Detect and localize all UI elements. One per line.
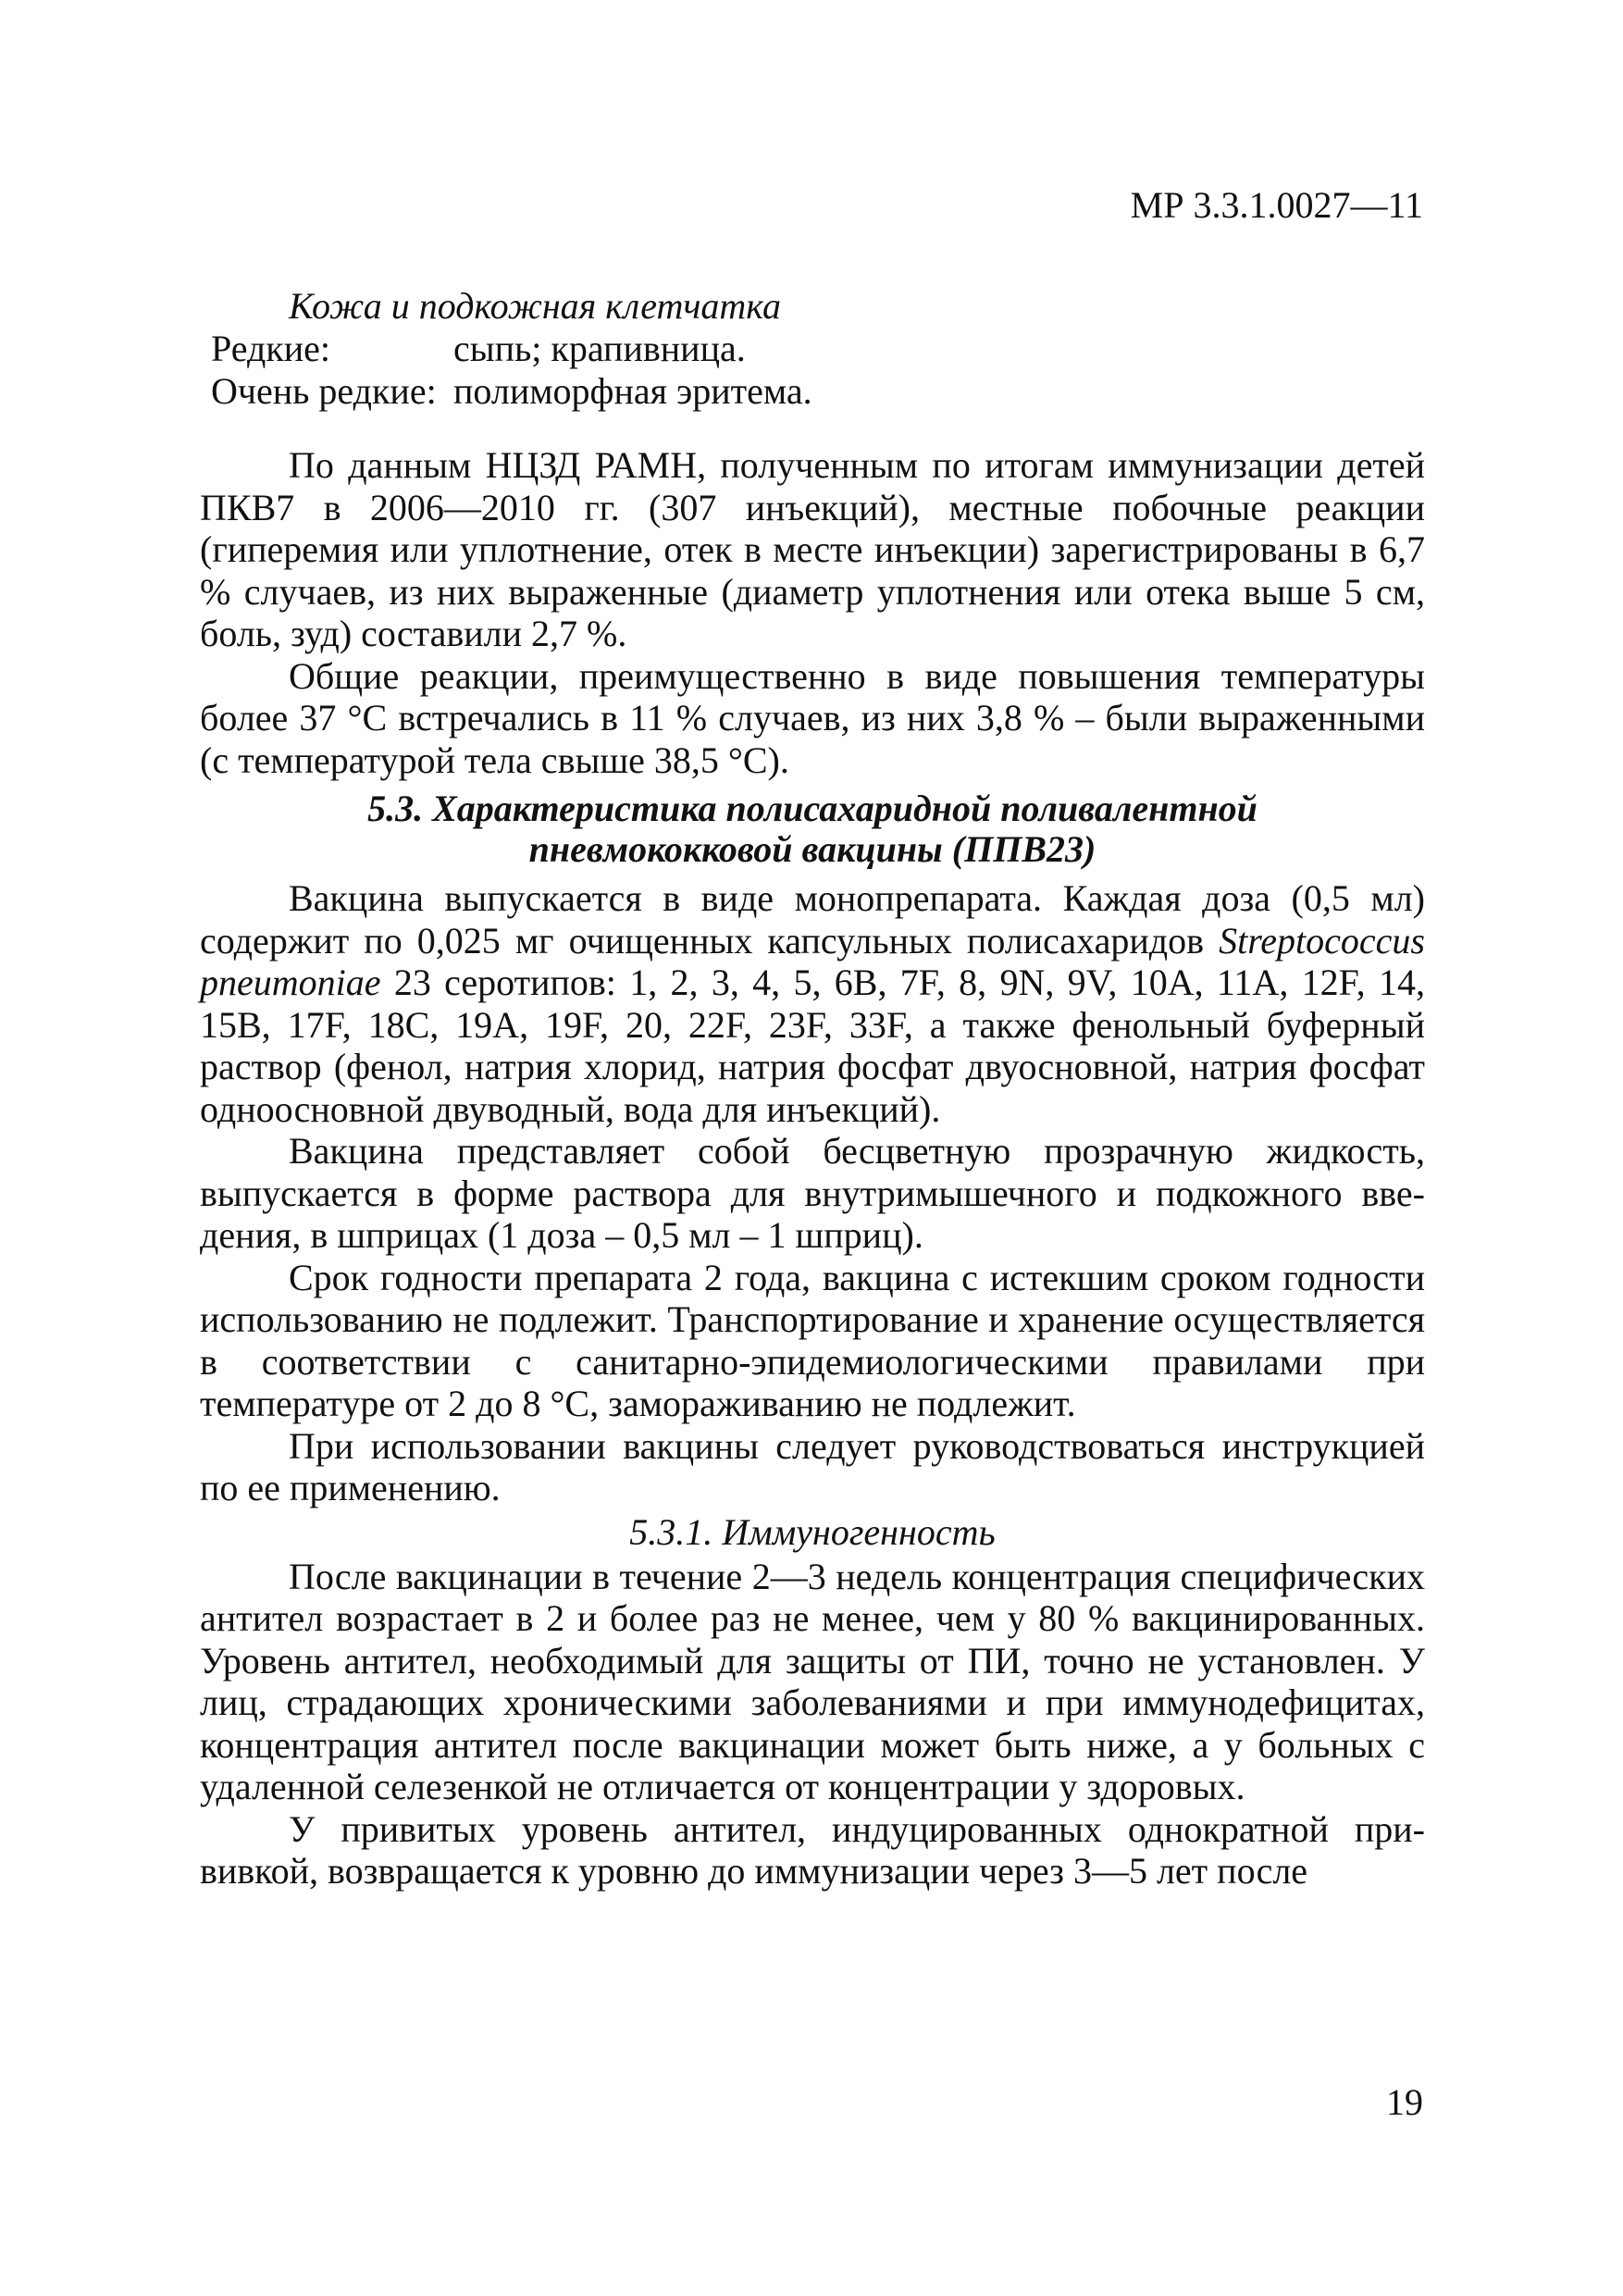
species-name: Streptococcus pneumoniae [200, 919, 1425, 1003]
paragraph-antibody-duration: У привитых уровень антител, индуцированных однократной прививкой, возвращается к уровню до иммунизации через 3—5 лет после [200, 1807, 1425, 1892]
page-number: 19 [1386, 2081, 1423, 2123]
frequency-row-rare [211, 328, 812, 370]
spacer [200, 870, 1425, 877]
paragraph-shelf-life: Срок годности препарата 2 года, вакцина с истекшим сроком годности использованию не подлежит. Транспортирование и хранение осуществляется в соответствии с санитарно-эпидемиологическими правилами при температуре от 2 до 8 °С, замораживанию не подлежит. [200, 1256, 1425, 1424]
frequency-description: полиморфная эритема. [453, 370, 812, 412]
paragraph-text: 23 серотипов: 1, 2, 3, 4, 5, 6B, 7F, 8, 9N, 9V, 10A, 11A, 12F, 14, 15B, 17F, 18C, 19A, 19F, 20, 22F, 23F, 33F, а также фенольный буферный раствор (фенол, натрия хлорид, натрия фосфат двуосновной, натрия фосфат одноосновной двуводный, вода для инъекций). [200, 962, 1425, 1130]
section-title-line: 5.3. Характеристика полисахаридной поливалентной [367, 788, 1258, 829]
paragraph-general-reactions: Общие реакции, преимущественно в виде повышения температуры более 37 °С встречались в 11 % случаев, из них 3,8 % – были выраженными (с температурой тела свыше 38,5 °С). [200, 654, 1425, 781]
document-code-header: МР 3.3.1.0027—11 [1130, 184, 1423, 226]
frequency-term: Редкие: [211, 328, 331, 369]
paragraph-text: Вакцина выпускается в виде монопрепарата. Каждая доза (0,5 мл) содержит по 0,025 мг очищенных капсульных полисахаридов [200, 877, 1425, 962]
adverse-frequency-table [211, 328, 812, 413]
section-title-line: пневмококковой вакцины (ППВ23) [528, 828, 1096, 870]
frequency-description: сыпь; крапивница. [453, 328, 746, 369]
paragraph-vaccine-composition [200, 877, 1425, 1130]
section-title-5-3 [200, 788, 1425, 870]
subsection-title-5-3-1: 5.3.1. Иммуногенность [629, 1510, 996, 1553]
paragraph-vaccine-form: Вакцина представляет собой бесцветную прозрачную жидкость, выпускается в форме раствора для внутримышечного и подкожного введения, в шприцах (1 доза – 0,5 мл – 1 шприц). [200, 1130, 1425, 1256]
paragraph-instructions: При использовании вакцины следует руководствоваться инструкцией по ее применению. [200, 1424, 1425, 1508]
spacer [200, 413, 1425, 444]
skin-subheading: Кожа и подкожная клетчатка [289, 285, 782, 327]
paragraph-immunogenicity: После вакцинации в течение 2—3 недель концентрация специфических антител возрастает в 2 и более раз не менее, чем у 80 % вакцинированных. Уровень антител, необходимый для защиты от ПИ, точно не установлен. У лиц, страдающих хроническими заболеваниями и при иммунодефицитах, концентрация антител после вакцинации может быть ниже, а у больных с удаленной селезенкой не отличается от концентрации у здоровых. [200, 1555, 1425, 1807]
paragraph-local-reactions: По данным НЦЗД РАМН, полученным по итогам иммунизации детей ПКВ7 в 2006—2010 гг. (307 инъекций), местные побочные реакции (гиперемия или уплотнение, отек в месте инъекции) зарегистрированы в 6,7 % случаев, из них выраженные (диаметр уплотнения или отека выше 5 см, боль, зуд) составили 2,7 %. [200, 444, 1425, 654]
page-body [200, 285, 1425, 1893]
frequency-term: Очень редкие: [211, 370, 437, 412]
frequency-row-very-rare [211, 370, 812, 413]
